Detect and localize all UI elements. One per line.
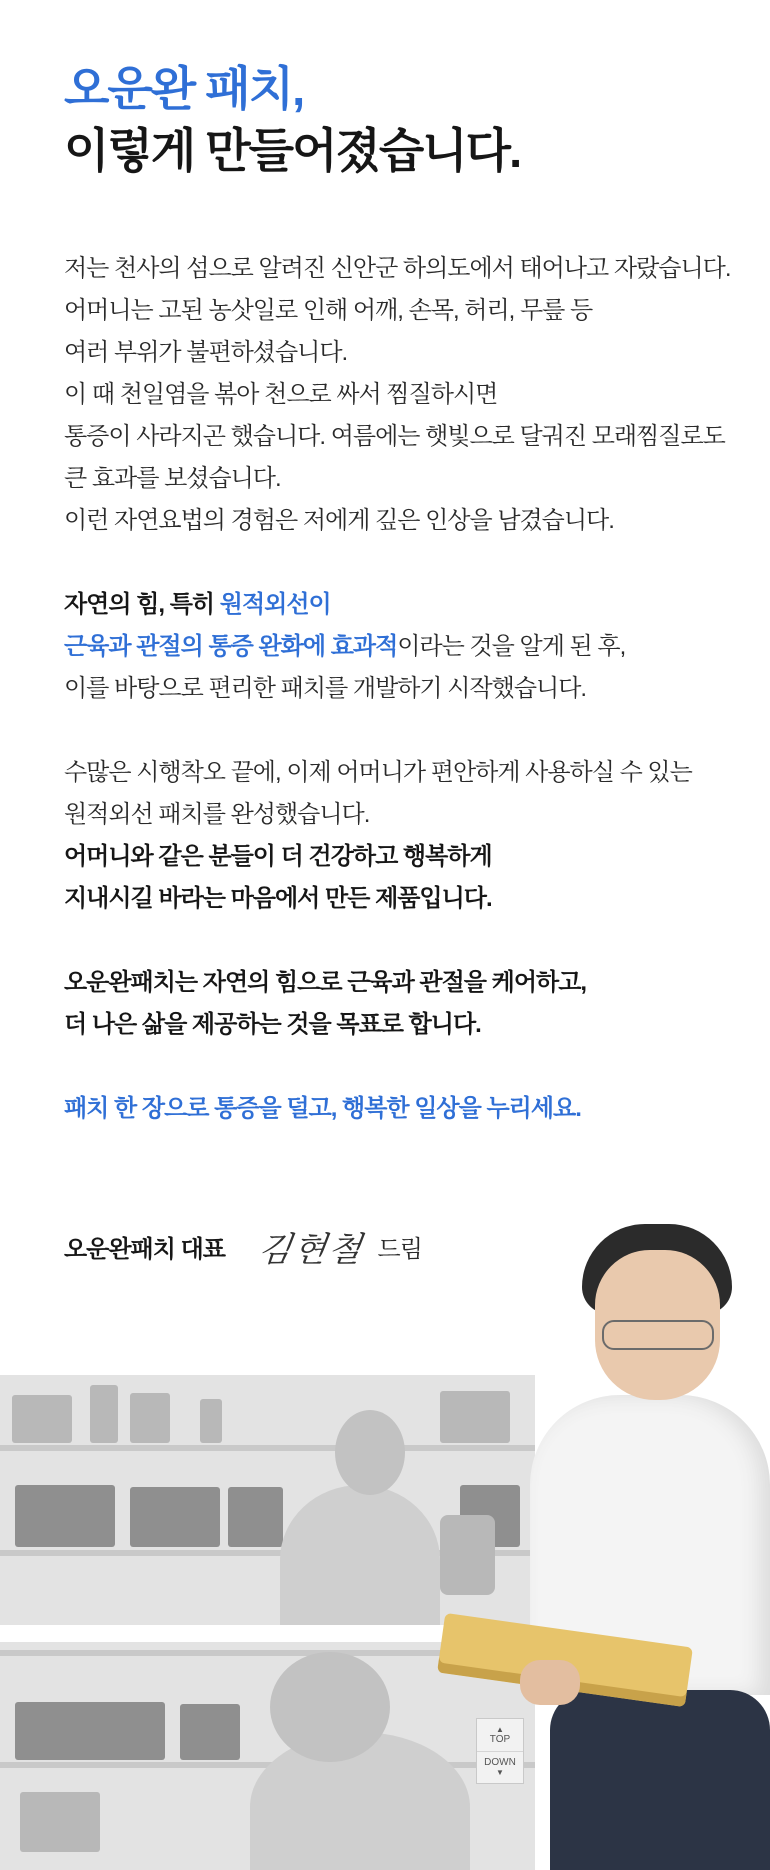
- paragraph-1-line: 통증이 사라지곤 했습니다. 여름에는 햇빛으로 달궈진 모래찜질로도: [64, 423, 725, 450]
- paragraph-1-line: 저는 천사의 섬으로 알려진 신안군 하의도에서 태어나고 자랐습니다.: [64, 255, 731, 282]
- lab-photo: [0, 1642, 535, 1870]
- paragraph-4-line-2: 더 나은 삶을 제공하는 것을 목표로 합니다.: [64, 1011, 481, 1038]
- scroll-top-label: TOP: [489, 1733, 511, 1745]
- page-title-line-1: 오운완 패치,: [64, 62, 304, 115]
- paragraph-2-line-1: [64, 584, 744, 626]
- highlight-text: 원적외선이: [219, 591, 331, 618]
- paragraph-3-line-3: 어머니와 같은 분들이 더 건강하고 행복하게: [64, 843, 492, 870]
- lab-photo: [0, 1375, 535, 1625]
- scroll-down-label: DOWN: [484, 1757, 516, 1769]
- paragraph-4-line-1: 오운완패치는 자연의 힘으로 근육과 관절을 케어하고,: [64, 969, 587, 996]
- scroll-top-button[interactable]: [477, 1719, 523, 1751]
- closing-message: 패치 한 장으로 통증을 덜고, 행복한 일상을 누리세요.: [64, 1095, 581, 1122]
- story-text: [64, 248, 744, 1130]
- representative-title: 오운완패치 대표: [64, 1236, 225, 1263]
- paragraph-1-line: 큰 효과를 보셨습니다.: [64, 465, 281, 492]
- arrow-up-icon: ▲: [496, 1724, 504, 1734]
- paragraph-1-line: 어머니는 고된 농삿일로 인해 어깨, 손목, 허리, 무릎 등: [64, 297, 593, 324]
- paragraph-3-line-4: 지내시길 바라는 마음에서 만든 제품입니다.: [64, 885, 492, 912]
- paragraph-3-line-2: 원적외선 패치를 완성했습니다.: [64, 801, 370, 828]
- paragraph-1-line: 이런 자연요법의 경험은 저에게 깊은 인상을 남겼습니다.: [64, 507, 614, 534]
- paragraph-1-line: 이 때 천일염을 볶아 천으로 싸서 찜질하시면: [64, 381, 498, 408]
- paragraph-2-line-2: [64, 626, 744, 668]
- highlight-text: 근육과 관절의 통증 완화에 효과적: [64, 633, 398, 660]
- scroll-down-button[interactable]: [477, 1751, 523, 1784]
- page-title-line-2: 이렇게 만들어졌습니다.: [64, 124, 521, 177]
- signature-line: [64, 1222, 422, 1271]
- paragraph-3-line-1: 수많은 시행착오 끝에, 이제 어머니가 편안하게 사용하실 수 있는: [64, 759, 692, 786]
- page-title: [64, 58, 520, 182]
- signature-closing: 드림: [377, 1236, 422, 1263]
- ceo-portrait: [520, 1220, 770, 1870]
- scroll-nav: [476, 1718, 524, 1784]
- plain-text: 이라는 것을 알게 된 후,: [397, 633, 626, 660]
- arrow-down-icon: ▼: [496, 1768, 504, 1778]
- glasses-icon: [602, 1320, 714, 1350]
- paragraph-2-line-3: 이를 바탕으로 편리한 패치를 개발하기 시작했습니다.: [64, 675, 587, 702]
- handwritten-signature: 김현철: [255, 1230, 366, 1270]
- bold-text: 자연의 힘, 특히: [64, 591, 220, 618]
- paragraph-1-line: 여러 부위가 불편하셨습니다.: [64, 339, 348, 366]
